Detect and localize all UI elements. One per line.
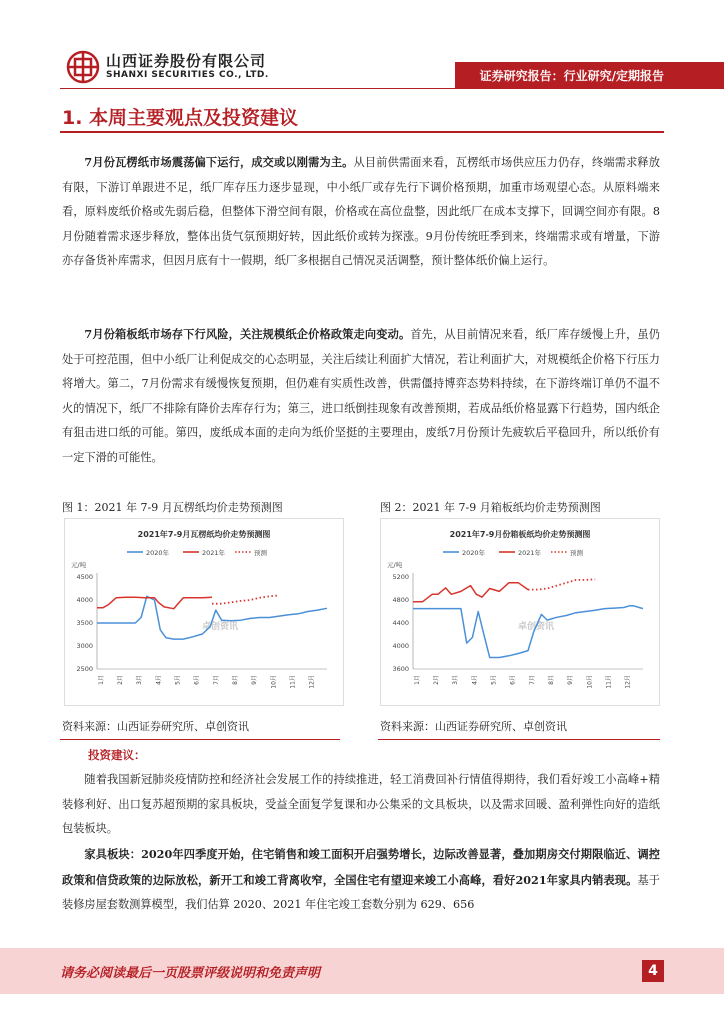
x-tick-label: 2月 <box>432 675 440 685</box>
x-tick-label: 7月 <box>528 675 536 685</box>
x-tick-label: 11月 <box>289 675 297 689</box>
chart-watermark: 卓创资讯 <box>202 622 239 632</box>
y-tick-label: 4400 <box>392 619 409 627</box>
chart-watermark: 卓创资讯 <box>518 622 555 632</box>
legend-label: 2021年 <box>202 549 226 557</box>
y-tick-label: 4800 <box>392 596 409 604</box>
company-name-en: SHANXI SECURITIES CO., LTD. <box>106 70 269 80</box>
disclaimer-note: 请务必阅读最后一页股票评级说明和免责声明 <box>60 966 321 981</box>
x-tick-label: 8月 <box>231 675 239 685</box>
paragraph-body: 首先，从目前情况来看，纸厂库存缓慢上升，虽仍处于可控范围，但中小纸厂让利促成交的心态明显，关注后续让利面扩大情况，若让利面扩大，对规模纸企价格下行压力将增大。第二，7月份需求有缓慢恢复预期，但仍难有实质性改善，供需僵持博弈态势料持续，在下游终端订单仍不温不火的情况下，纸厂不排除有降价去库存行为；第三，进口纸倒挂现象有改善预期，若成品纸价格显露下行趋势，国内纸企有狙击进口纸的可能。第四，废纸成本面的走向为纸价坚挺的主要理由，废纸7月份预计先疲软后平稳回升，所以纸价有一定下滑的可能性。 <box>62 328 660 464</box>
x-tick-label: 8月 <box>547 675 555 685</box>
paragraph-lead: 7月份箱板纸市场存下行风险，关注规模纸企价格政策走向变动。 <box>84 327 411 341</box>
x-tick-label: 7月 <box>212 675 220 685</box>
investment-title: 投资建议： <box>88 748 146 762</box>
x-tick-label: 5月 <box>174 675 182 685</box>
figure-caption-1: 图 1：2021 年 7-9 月瓦楞纸均价走势预测图 <box>62 501 283 514</box>
y-axis-unit: 元/吨 <box>71 561 87 569</box>
x-tick-label: 1月 <box>97 675 105 685</box>
x-tick-label: 12月 <box>624 675 632 689</box>
legend-label: 预测 <box>570 549 583 557</box>
y-axis-unit: 元/吨 <box>387 561 403 569</box>
page-number: 4 <box>642 960 664 982</box>
paragraph-containerboard <box>62 322 660 470</box>
report-type-bar <box>455 62 724 88</box>
section-title-divider <box>60 131 664 133</box>
paragraph-body: 基于装修房屋套数测算模型，我们估算 2020、2021 年住宅竣工套数分别为 629、656 <box>62 873 660 911</box>
header-divider <box>60 88 724 89</box>
x-tick-label: 3月 <box>452 675 460 685</box>
series-line-预测 <box>212 595 279 603</box>
furniture-paragraph <box>62 842 660 918</box>
investment-paragraph: 随着我国新冠肺炎疫情防控和经济社会发展工作的持续推进，轻工消费回补行情值得期待，我们看好竣工小高峰+精装修利好、出口复苏超预期的家具板块，受益全面复学复课和办公集采的文具板块，以及需求回暖、盈利弹性向好的造纸包装板块。 <box>62 773 660 835</box>
legend-label: 2020年 <box>462 549 486 557</box>
chart-corrugated-price <box>65 519 343 705</box>
y-tick-label: 4000 <box>76 596 93 604</box>
x-tick-label: 4月 <box>155 675 163 685</box>
chart-title: 2021年7-9月份箱板纸均价走势预测图 <box>449 530 591 539</box>
legend-label: 预测 <box>254 549 267 557</box>
x-tick-label: 2月 <box>116 675 124 685</box>
y-tick-label: 3600 <box>392 665 409 673</box>
chart-1-frame <box>64 518 344 706</box>
chart-2-frame <box>380 518 660 706</box>
x-tick-label: 6月 <box>193 675 201 685</box>
x-tick-label: 10月 <box>270 675 278 689</box>
source-divider-2 <box>378 739 660 740</box>
x-tick-label: 12月 <box>308 675 316 689</box>
series-line-预测 <box>528 579 595 589</box>
legend-label: 2021年 <box>518 549 542 557</box>
figure-source-1: 资料来源：山西证券研究所、卓创资讯 <box>62 720 249 733</box>
chart-containerboard-price <box>381 519 659 705</box>
x-tick-label: 6月 <box>509 675 517 685</box>
source-divider-1 <box>60 739 340 740</box>
y-tick-label: 4000 <box>392 642 409 650</box>
page-footer <box>0 948 724 994</box>
x-tick-label: 11月 <box>605 675 613 689</box>
report-type: 证券研究报告：行业研究/定期报告 <box>479 69 664 83</box>
x-tick-label: 9月 <box>251 675 259 685</box>
figure-source-2: 资料来源：山西证券研究所、卓创资讯 <box>380 720 567 733</box>
company-logo-icon <box>66 50 100 84</box>
y-tick-label: 2500 <box>76 665 93 673</box>
series-line-2021年 <box>413 583 528 602</box>
page-header <box>0 0 724 88</box>
x-tick-label: 4月 <box>471 675 479 685</box>
x-tick-label: 3月 <box>136 675 144 685</box>
x-tick-label: 5月 <box>490 675 498 685</box>
paragraph-lead: 家具板块：2020年四季度开始，住宅销售和竣工面积开启强势增长，边际改善显著，叠加期房交付期限临近、调控政策和信贷政策的边际放松，新开工和竣工背离收窄，全国住宅有望迎来竣工小高峰，看好2021年家具内销表现。 <box>62 847 660 887</box>
y-tick-label: 4500 <box>76 573 93 581</box>
y-tick-label: 3500 <box>76 619 93 627</box>
chart-title: 2021年7-9月瓦楞纸均价走势预测图 <box>137 530 271 539</box>
company-name-cn: 山西证券股份有限公司 <box>106 52 267 70</box>
x-tick-label: 1月 <box>413 675 421 685</box>
paragraph-lead: 7月份瓦楞纸市场震荡偏下运行，成交或以刚需为主。 <box>84 155 354 169</box>
section-title: 1. 本周主要观点及投资建议 <box>62 107 299 129</box>
series-line-2020年 <box>97 596 327 639</box>
x-tick-label: 9月 <box>567 675 575 685</box>
y-tick-label: 5200 <box>392 573 409 581</box>
paragraph-body: 从目前供需面来看，瓦楞纸市场供应压力仍存，终端需求释放有限，下游订单跟进不足，纸厂库存压力逐步显现，中小纸厂或存先行下调价格预期，加重市场观望心态。从原料端来看，原料废纸价格或先弱后稳，但整体下滑空间有限，价格或在高位盘整，因此纸厂在成本支撑下，回调空间亦有限。8月份随着需求逐步释放，整体出货气氛预期好转，因此纸价或转为探涨。9月份传统旺季到来，终端需求或有增量，下游亦存备货补库需求，但因月底有十一假期，纸厂多根据自己情况灵活调整，预计整体纸价偏上运行。 <box>62 156 660 267</box>
x-tick-label: 10月 <box>586 675 594 689</box>
y-tick-label: 3000 <box>76 642 93 650</box>
paragraph-corrugated <box>62 150 660 274</box>
legend-label: 2020年 <box>146 549 170 557</box>
figure-caption-2: 图 2：2021 年 7-9 月箱板纸均价走势预测图 <box>380 501 601 514</box>
